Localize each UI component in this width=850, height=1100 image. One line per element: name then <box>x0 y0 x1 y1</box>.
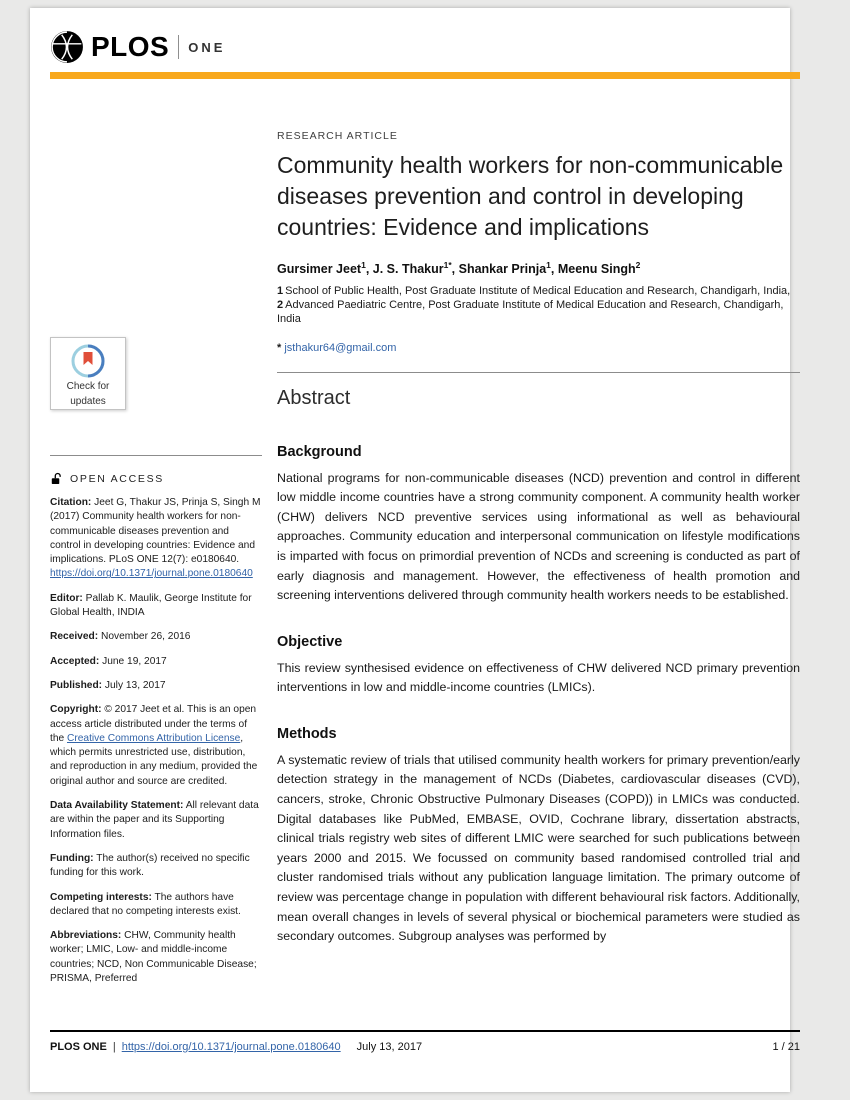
sidebar-block-editor <box>50 592 262 621</box>
affiliation-number: 1 <box>277 285 284 298</box>
author-affil-sup: 1 <box>361 260 366 270</box>
citation-label: Citation: <box>50 497 92 508</box>
data-availability-text: All relevant data are within the paper and its Supporting Information files. <box>50 800 259 840</box>
received-text: November 26, 2016 <box>100 631 191 643</box>
affiliation-number: 2 <box>277 298 284 311</box>
editor-text: Pallab K. Maulik, George Institute for Global Health, INDIA <box>50 592 252 619</box>
author-list <box>277 260 800 276</box>
article-type-kicker: RESEARCH ARTICLE <box>277 130 398 142</box>
plos-one-text: ONE <box>188 39 226 55</box>
citation-doi-link[interactable]: https://doi.org/10.1371/journal.pone.0180640 <box>50 568 253 580</box>
plos-logo-icon <box>50 30 84 64</box>
plos-logo-text: PLOS <box>91 31 170 62</box>
footer-journal-name: PLOS ONE <box>50 1041 107 1053</box>
affiliation-text: Advanced Paediatric Centre, Post Graduate Institute of Medical Education and Research, Chandigarh, India <box>277 298 784 325</box>
badge-text-line1: Check for <box>66 381 110 392</box>
sidebar-block-published <box>50 679 262 693</box>
open-access-label <box>50 472 262 486</box>
footer-page-number: 1 / 21 <box>772 1041 800 1053</box>
author-affil-sup: 1 <box>546 260 551 270</box>
sidebar-block-citation <box>50 496 262 582</box>
published-text: July 13, 2017 <box>104 679 166 691</box>
badge-text-line2: updates <box>70 395 106 407</box>
author-affil-sup: 1* <box>443 260 452 270</box>
footer-pipe: | <box>112 1041 116 1053</box>
published-label: Published: <box>50 679 103 691</box>
author-name: J. S. Thakur <box>372 262 444 277</box>
methods-heading: Methods <box>277 725 337 742</box>
abstract-divider <box>277 372 800 373</box>
objective-paragraph: This review synthesised evidence on effectiveness of CHW delivered NCD primary prevention interventions in low and middle-income countries (LMICs). <box>277 660 800 695</box>
footer-divider <box>50 1030 800 1032</box>
copyright-text2: , which permits unrestricted use, distribution, and reproduction in any medium, provided the original author and source are credited. <box>50 732 258 787</box>
open-lock-icon <box>50 472 63 486</box>
accent-bar <box>50 72 800 79</box>
funding-text: The author(s) received no specific funding for this work. <box>50 852 250 879</box>
copyright-text: © 2017 Jeet et al. This is an open access article distributed under the terms of the <box>50 704 257 744</box>
open-access-text: OPEN ACCESS <box>70 473 164 485</box>
article-main-column <box>277 130 800 947</box>
competing-interests-label: Competing interests: <box>50 891 152 903</box>
check-for-updates-badge[interactable] <box>50 337 126 410</box>
sidebar-block-competing-interests <box>50 891 262 920</box>
sidebar-block-abbreviations <box>50 929 262 986</box>
abstract-heading: Abstract <box>277 386 351 409</box>
sidebar-block-copyright <box>50 703 262 789</box>
accepted-label: Accepted: <box>50 655 100 667</box>
footer-date: July 13, 2017 <box>356 1041 423 1053</box>
author-separator: , <box>365 262 373 277</box>
competing-interests-text: The authors have declared that no competing interests exist. <box>50 891 241 917</box>
author <box>459 262 558 276</box>
logo-divider <box>178 35 179 59</box>
author <box>558 262 641 276</box>
sidebar-divider <box>50 455 262 456</box>
sidebar-block-data-availability <box>50 799 262 842</box>
paper-sheet <box>30 8 800 1092</box>
accepted-text: June 19, 2017 <box>102 655 167 667</box>
funding-label: Funding: <box>50 852 94 864</box>
crossmark-icon <box>71 344 105 378</box>
affiliation-text: School of Public Health, Post Graduate Institute of Medical Education and Research, Chandigarh, India, <box>285 285 791 298</box>
sidebar-block-funding <box>50 852 262 881</box>
editor-label: Editor: <box>50 592 83 604</box>
author-separator: , <box>550 262 558 277</box>
footer-doi-link[interactable]: https://doi.org/10.1371/journal.pone.0180640 <box>121 1041 341 1053</box>
correspondence-email-link[interactable]: jsthakur64@gmail.com <box>284 341 397 354</box>
author-affil-sup: 2 <box>635 260 641 270</box>
methods-paragraph: A systematic review of trials that utilised community health workers for primary prevention/early detection strategy in the management of NCDs (Diabetes, cardiovascular diseases (CVD), cancers, stroke, Chronic Obstructive Pulmonary Diseases (COPD)) in LMICs was conducted. Digital databases like PubMed, EMBASE, OVID, Cochrane library, dissertation abstracts, clinical trials registry web sites of different LMIC were searched for such publications between years 2000 and 2015. We focussed on community based randomised controlled trial and cluster randomised trials without any publication language limitation. The primary outcome of review was percentage change in population with different behavioural risk factors. Additionally, mean overall changes in levels of several physical or biochemical parameters were studied as secondary outcomes. Subgroup analyses was performed by <box>277 752 800 944</box>
author <box>373 262 459 276</box>
article-title: Community health workers for non-communicable diseases prevention and control in developing countries: Evidence and implications <box>277 152 784 240</box>
journal-logo <box>50 30 225 64</box>
citation-text: Jeet G, Thakur JS, Prinja S, Singh M (2017) Community health workers for non-communicable diseases prevention and control in developing countries: Evidence and implications. PLoS ONE 12(7): e0180640. <box>50 497 261 566</box>
abbreviations-label: Abbreviations: <box>50 930 122 942</box>
author-name: Gursimer Jeet <box>277 262 362 277</box>
metadata-sidebar <box>50 455 262 986</box>
correspondence-star: * <box>277 341 282 354</box>
author-separator: , <box>451 262 459 277</box>
background-paragraph: National programs for non-communicable diseases (NCD) prevention and control in different low middle income countries have a strong community component. A community health worker (CHW) delivers NCD preventive services using informational as well as behavioural approaches. Community education and interpersonal communication on lifestyle modifications is imparted with focus on primordial prevention of NCDs and screening is conducted as part of early diagnosis and management. However, the effectiveness of health promotion and screening interventions delivered through community health workers needs to be established. <box>277 470 800 603</box>
sidebar-block-accepted <box>50 655 262 669</box>
abbreviations-text: CHW, Community health worker; LMIC, Low- and middle-income countries; NCD, Non Communicable Disease; PRISMA, Preferred <box>50 930 257 985</box>
data-availability-label: Data Availability Statement: <box>50 800 184 812</box>
background-heading: Background <box>277 443 362 460</box>
copyright-label: Copyright: <box>50 704 102 716</box>
author <box>277 262 373 276</box>
sidebar-block-received <box>50 630 262 644</box>
affiliations <box>277 285 800 326</box>
objective-heading: Objective <box>277 633 343 650</box>
cc-license-link[interactable]: Creative Commons Attribution License <box>67 732 241 744</box>
author-name: Meenu Singh <box>557 262 636 277</box>
correspondence-line <box>277 342 800 354</box>
author-name: Shankar Prinja <box>458 262 547 277</box>
page-footer <box>50 1041 800 1053</box>
received-label: Received: <box>50 631 99 643</box>
